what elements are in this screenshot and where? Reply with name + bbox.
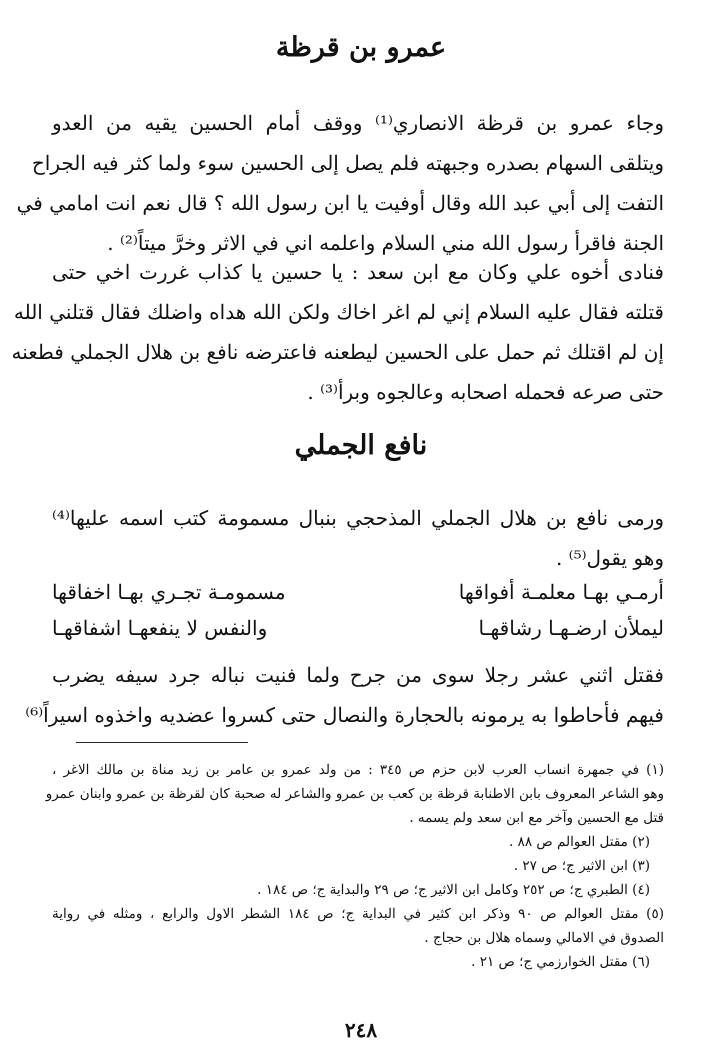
section-title-nafi: نافع الجملي: [294, 430, 428, 461]
footnote-line: (١) في جمهرة انساب العرب لابن حزم ص ٣٤٥ : من ولد عمرو بن عامر بن زيد مناة بن مالك الاغر ،: [52, 762, 664, 778]
page-number: ٢٤٨: [344, 1018, 378, 1042]
verse-first-hemistich: ليملأن ارضـهـا رشاقهـا: [478, 616, 664, 640]
poem-verse: [52, 574, 664, 610]
text-line: فنادى أخوه علي وكان مع ابن سعد : يا حسين يا كذاب غررت اخي حتى: [52, 260, 664, 284]
text-line: التفت إلى أبي عبد الله وقال أوفيت يا ابن رسول الله ؟ قال نعم انت امامي في: [16, 191, 664, 215]
section-title-amr: عمرو بن قرظة: [275, 32, 447, 63]
text-line: قتلته فقال عليه السلام إني لم اغر اخاك ولكن الله هداه واضلك فقال قتلني الله: [13, 300, 664, 324]
footnote-line: وهو الشاعر المعروف بابن الاطنابة قرظة بن كعب بن عمرو والشاعر له صحبة كان لقرظة بن عمرو وابنان عمرو: [45, 786, 664, 802]
paragraph-ali: [11, 252, 664, 412]
text-line: ويتلقى السهام بصدره وجبهته فلم يصل إلى الحسين سوء ولما كثر فيه الجراح: [31, 151, 664, 175]
verse-first-hemistich: أرمـي بهـا معلمـة أفواقها: [458, 580, 664, 604]
footnote-line: (٦) مقتل الخوارزمي ج؛ ص ٢١ .: [471, 954, 650, 970]
footnotes: [45, 758, 664, 974]
verse-second-hemistich: والنفس لا ينفعهـا اشفاقهـا: [52, 616, 268, 640]
footnote-line: (٢) مقتل العوالم ص ٨٨ .: [509, 834, 650, 850]
paragraph-amr: [16, 103, 664, 263]
text-line: حتى صرعه فحمله اصحابه وعالجوه وبرأ⁽³⁾ .: [307, 380, 664, 404]
footnote-line: الصدوق في الامالي وسماه هلال بن حجاج .: [424, 930, 664, 946]
footnote-separator: [76, 742, 248, 743]
text-line: الجنة فاقرأ رسول الله مني السلام واعلمه اني في الاثر وخرَّ ميتاً⁽²⁾ .: [107, 231, 664, 255]
footnote-line: (٥) مقتل العوالم ص ٩٠ وذكر ابن كثير في البداية ج؛ ص ١٨٤ الشطر الاول والرابع ، ومثله في رواية: [52, 906, 664, 922]
footnote-line: (٣) ابن الاثير ج؛ ص ٢٧ .: [513, 858, 650, 874]
text-line: فيهم فأحاطوا به يرمونه بالحجارة والنصال حتى كسروا عضديه واخذوه اسيراً⁽⁶⁾: [25, 703, 664, 727]
text-line: وجاء عمرو بن قرظة الانصاري⁽¹⁾ ووقف أمام الحسين يقيه من العدو: [52, 111, 664, 135]
poem-verse: [52, 610, 664, 646]
paragraph-nafi: [52, 498, 664, 578]
text-line: فقتل اثني عشر رجلا سوى من جرح ولما فنيت نباله جرد سيفه يضرب: [52, 663, 664, 687]
poem: [52, 574, 664, 646]
paragraph-battle: [25, 655, 664, 735]
text-line: إن لم اقتلك ثم حمل على الحسين ليطعنه فاعترضه نافع بن هلال الجملي فطعنه: [11, 340, 664, 364]
footnote-line: (٤) الطبري ج؛ ص ٢٥٢ وكامل ابن الاثير ج؛ ص ٢٩ والبداية ج؛ ص ١٨٤ .: [257, 882, 650, 898]
text-line: وهو يقول⁽⁵⁾ .: [555, 546, 664, 570]
footnote-line: قتل مع الحسين وآخر مع ابن سعد ولم يسمه .: [409, 810, 664, 826]
text-line: ورمى نافع بن هلال الجملي المذحجي بنبال مسمومة كتب اسمه عليها⁽⁴⁾: [52, 506, 664, 530]
verse-second-hemistich: مسمومـة تجـري بهـا اخفاقها: [52, 580, 286, 604]
